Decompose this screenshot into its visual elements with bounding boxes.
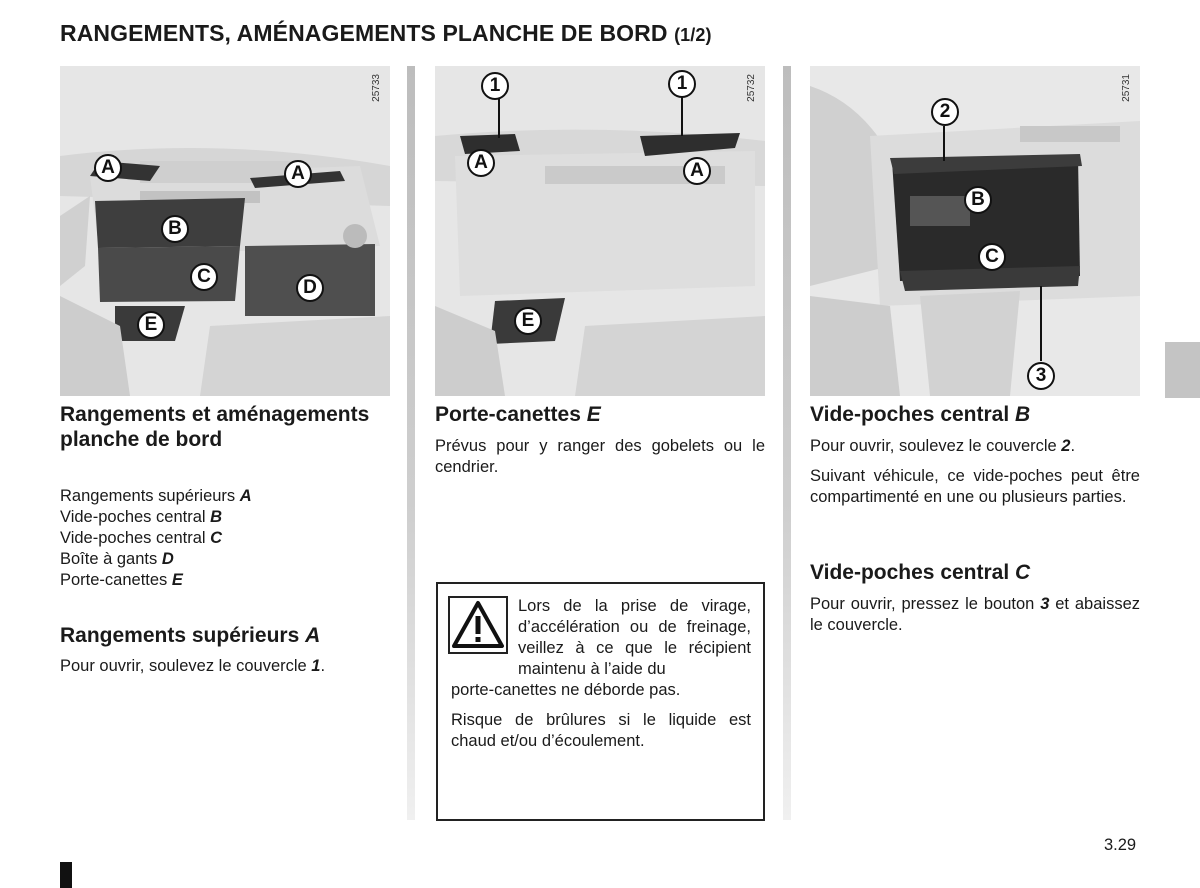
warning-box (436, 582, 765, 821)
callout-a-right: A (284, 160, 312, 188)
callout-b: B (964, 186, 992, 214)
callout-c: C (190, 263, 218, 291)
list-item: Boîte à gants D (60, 550, 174, 568)
callout-e: E (514, 307, 542, 335)
figure-upper-storage (435, 66, 765, 396)
warning-text-1-end: porte-canettes ne déborde pas. (451, 681, 681, 699)
figure-central-storage (810, 66, 1140, 396)
central-storage-b-note: Suivant véhicule, ce vide-poches peut être compartimenté en une ou plusieurs parties. (810, 467, 1140, 506)
central-storage-c-instructions: Pour ouvrir, pressez le bouton 3 et abaissez le couvercle. (810, 595, 1140, 634)
column-divider-2 (783, 66, 791, 820)
upper-storage-illustration (435, 66, 765, 396)
callout-1-left: 1 (481, 72, 509, 100)
figure-reference-number: 25733 (371, 74, 382, 102)
callout-3: 3 (1027, 362, 1055, 390)
heading-central-storage-c: Vide-poches central C (810, 561, 1031, 584)
callout-1-right: 1 (668, 70, 696, 98)
callout-c: C (978, 243, 1006, 271)
callout-d: D (296, 274, 324, 302)
dashboard-illustration (60, 66, 390, 396)
figure-dashboard-overview (60, 66, 390, 396)
heading-upper-storage: Rangements supérieurs A (60, 624, 321, 647)
storage-list (60, 486, 390, 591)
figure-reference-number: 25732 (746, 74, 757, 102)
corner-mark (60, 862, 72, 888)
heading-storage-overview: Rangements et aménagements planche de bord (60, 403, 370, 451)
list-item: Rangements supérieurs A (60, 487, 252, 505)
callout-a-left: A (467, 149, 495, 177)
callout-a-right: A (683, 157, 711, 185)
heading-central-storage-b: Vide-poches central B (810, 403, 1031, 426)
list-item: Vide-poches central B (60, 508, 223, 526)
page-title-main: RANGEMENTS, AMÉNAGEMENTS PLANCHE DE BORD (60, 20, 668, 46)
warning-text-1: Lors de la prise de virage, d’accélération ou de freinage, veillez à ce que le récipient maintenu à l’aide du (518, 597, 751, 678)
callout-a-left: A (94, 154, 122, 182)
chapter-tab (1165, 342, 1200, 398)
column-divider-1 (407, 66, 415, 820)
warning-triangle-icon (448, 596, 508, 654)
warning-text-2: Risque de brûlures si le liquide est chaud et/ou d’écoulement. (451, 711, 751, 750)
central-storage-illustration (810, 66, 1140, 396)
figure-reference-number: 25731 (1121, 74, 1132, 102)
heading-cup-holder: Porte-canettes E (435, 403, 601, 426)
callout-2: 2 (931, 98, 959, 126)
list-item: Vide-poches central C (60, 529, 223, 547)
list-item: Porte-canettes E (60, 571, 183, 589)
upper-storage-instructions: Pour ouvrir, soulevez le couvercle 1. (60, 657, 326, 675)
page-number: 3.29 (1104, 836, 1137, 854)
callout-e: E (137, 311, 165, 339)
callout-b: B (161, 215, 189, 243)
central-storage-b-instructions: Pour ouvrir, soulevez le couvercle 2. (810, 437, 1076, 455)
page-title (60, 20, 712, 47)
cup-holder-description: Prévus pour y ranger des gobelets ou le cendrier. (435, 437, 765, 476)
page-title-suffix: (1/2) (674, 25, 712, 45)
